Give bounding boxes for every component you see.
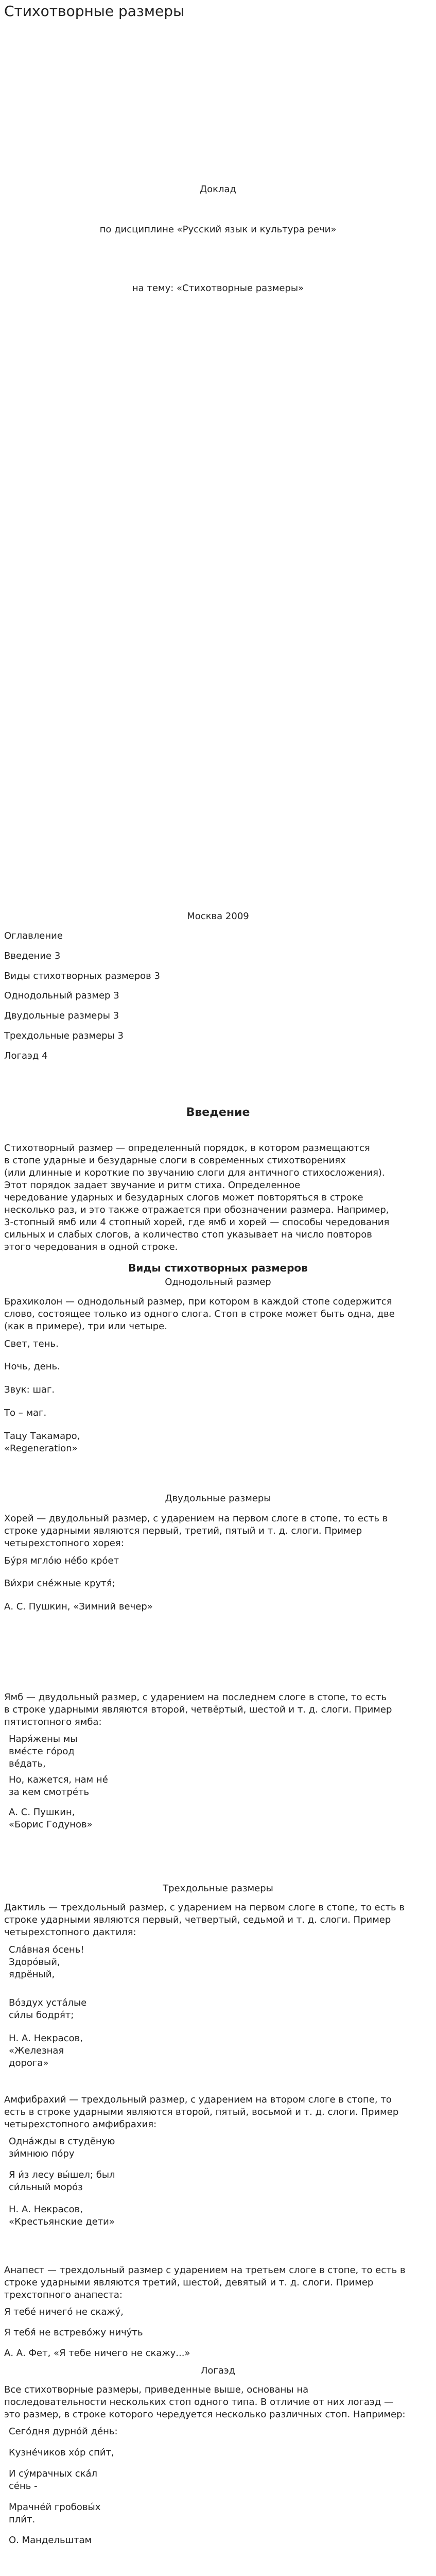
logaed-example-line: И сýмрачных скáл сéнь - — [9, 2468, 98, 2492]
one-part-example-line: Свет, тень. — [4, 1338, 59, 1349]
one-part-text: Брахиколон — однодольный размер, при котором в каждой стопе содержится слово, состоящее только из одного слога. Стоп в строке может быть одна, две (как в примере), три или четыре. — [4, 1296, 395, 1332]
report-label: Доклад — [200, 184, 236, 195]
toc-item-logaed[interactable]: Логаэд 4 — [4, 1050, 48, 1061]
trochee-example-line: Бу́ря мглóю нéбо крóет — [4, 1555, 119, 1566]
dactyl-example-stanza: Вóздух устáлые си́лы бодря́т; — [9, 1997, 87, 2021]
page-title: Стихотворные размеры — [4, 3, 185, 20]
one-part-heading: Однодольный размер — [165, 1277, 271, 1287]
toc-heading: Оглавление — [4, 930, 63, 941]
logaed-heading: Логаэд — [200, 2365, 236, 2376]
trochee-example-line: Ви́хри снéжные крутя́; — [4, 1578, 115, 1589]
logaed-example-line: Мрачнéй гробовы́х пли́т. — [9, 2502, 101, 2525]
amphibrach-example-stanza: Однáжды в студёную зи́мнюю пóру — [9, 2136, 115, 2159]
one-part-example-line: Ночь, день. — [4, 1361, 60, 1372]
amphibrach-author: Н. А. Некрасов, «Крестьянские дети» — [9, 2204, 115, 2227]
intro-heading: Введение — [186, 1106, 250, 1119]
topic-line: на тему: «Стихотворные размеры» — [132, 283, 304, 294]
amphibrach-example-stanza: Я и́з лесу вы́шел; был си́льный морóз — [9, 2170, 115, 2193]
iamb-author: А. С. Пушкин, «Борис Годунов» — [9, 1807, 93, 1830]
toc-item-kinds[interactable]: Виды стихотворных размеров 3 — [4, 971, 160, 981]
three-part-heading: Трехдольные размеры — [163, 1883, 273, 1894]
logaed-text: Все стихотворные размеры, приведенные выше, основаны на последовательности нескольких стоп одного типа. В отличие от них логаэд — это размер, в строке которого чередуется несколько различных стоп. Например: — [4, 2384, 406, 2420]
iamb-example-stanza: Но, кажется, нам нé за кем смотрéть — [9, 1774, 108, 1798]
intro-text: Стихотворный размер — определенный порядок, в котором размещаются в стопе ударные и безударные слоги в современных стихотворениях (или длинные и короткие по звучанию слоги для античного стихосложения). Этот порядок задает звучание и ритм стиха. Определенное чередование ударных и безударных слогов может повторяться в строке несколько раз, и это также отражается при обозначении размера. Например, 3-стопный ямб или 4 стопный хорей, где ямб и хорей — способы чередования сильных и слабых слогов, а количество стоп указывает на число повторов этого чередования в одной строке. — [4, 1143, 390, 1252]
dactyl-text: Дактиль — трехдольный размер, с ударением на первом слоге в стопе, то есть в строке ударными являются первый, четвертый, седьмой и т. д. слоги. Пример четырехстопного дактиля: — [4, 1902, 405, 1938]
trochee-author: А. С. Пушкин, «Зимний вечер» — [4, 1601, 153, 1612]
toc-item-two-part[interactable]: Двудольные размеры 3 — [4, 1010, 119, 1021]
one-part-author: Тацу Такамаро, «Regeneration» — [4, 1431, 80, 1454]
trochee-text: Хорей — двудольный размер, с ударением на первом слоге в стопе, то есть в строке ударными являются первый, третий, пятый и т. д. слоги. Пример четырехстопного хорея: — [4, 1513, 388, 1549]
anapest-author: А. А. Фет, «Я тебе ничего не скажу...» — [4, 2348, 190, 2359]
logaed-example-line: Сегóдня дурнóй дéнь: — [9, 2426, 118, 2437]
two-part-heading: Двудольные размеры — [165, 1493, 271, 1504]
kinds-heading: Виды стихотворных размеров — [128, 1262, 308, 1274]
dactyl-author: Н. А. Некрасов, «Железная дорога» — [9, 2033, 83, 2069]
one-part-example-line: Звук: шаг. — [4, 1384, 55, 1395]
anapest-example-line: Я тебя́ не встревóжу ничýть — [4, 2327, 143, 2338]
anapest-text: Анапест — трехдольный размер с ударением на третьем слоге в стопе, то есть в строке ударными являются третий, шестой, девятый и т. д. слоги. Пример трехстопного анапеста: — [4, 2265, 406, 2300]
discipline-line: по дисциплине «Русский язык и культура речи» — [99, 224, 337, 235]
dactyl-example-stanza: Сла́вная óсень! Здорóвый, ядрёный, — [9, 1944, 84, 1980]
iamb-text: Ямб — двудольный размер, с ударением на последнем слоге в стопе, то есть в строке ударными являются второй, четвёртый, шестой и т. д. слоги. Пример пятистопного ямба: — [4, 1692, 392, 1727]
anapest-example-line: Я тебé ничегó не скажу́, — [4, 2307, 124, 2317]
logaed-author: О. Мандельштам — [9, 2535, 92, 2546]
logaed-example-line: Кузнéчиков хóр спи́т, — [9, 2447, 114, 2458]
toc-item-intro[interactable]: Введение 3 — [4, 951, 61, 961]
city-year: Москва 2009 — [187, 911, 249, 922]
toc-item-one-part[interactable]: Однодольный размер 3 — [4, 990, 119, 1001]
one-part-example-line: То – маг. — [4, 1408, 47, 1418]
toc-item-three-part[interactable]: Трехдольные размеры 3 — [4, 1030, 124, 1041]
iamb-example-stanza: Наря́жены мы вмéсте гóрод вéдать, — [9, 1734, 78, 1769]
amphibrach-text: Амфибрахий — трехдольный размер, с ударением на втором слоге в стопе, то есть в строке ударными являются второй, пятый, восьмой и т. д. слоги. Пример четырехстопного амфибрахия: — [4, 2094, 399, 2130]
